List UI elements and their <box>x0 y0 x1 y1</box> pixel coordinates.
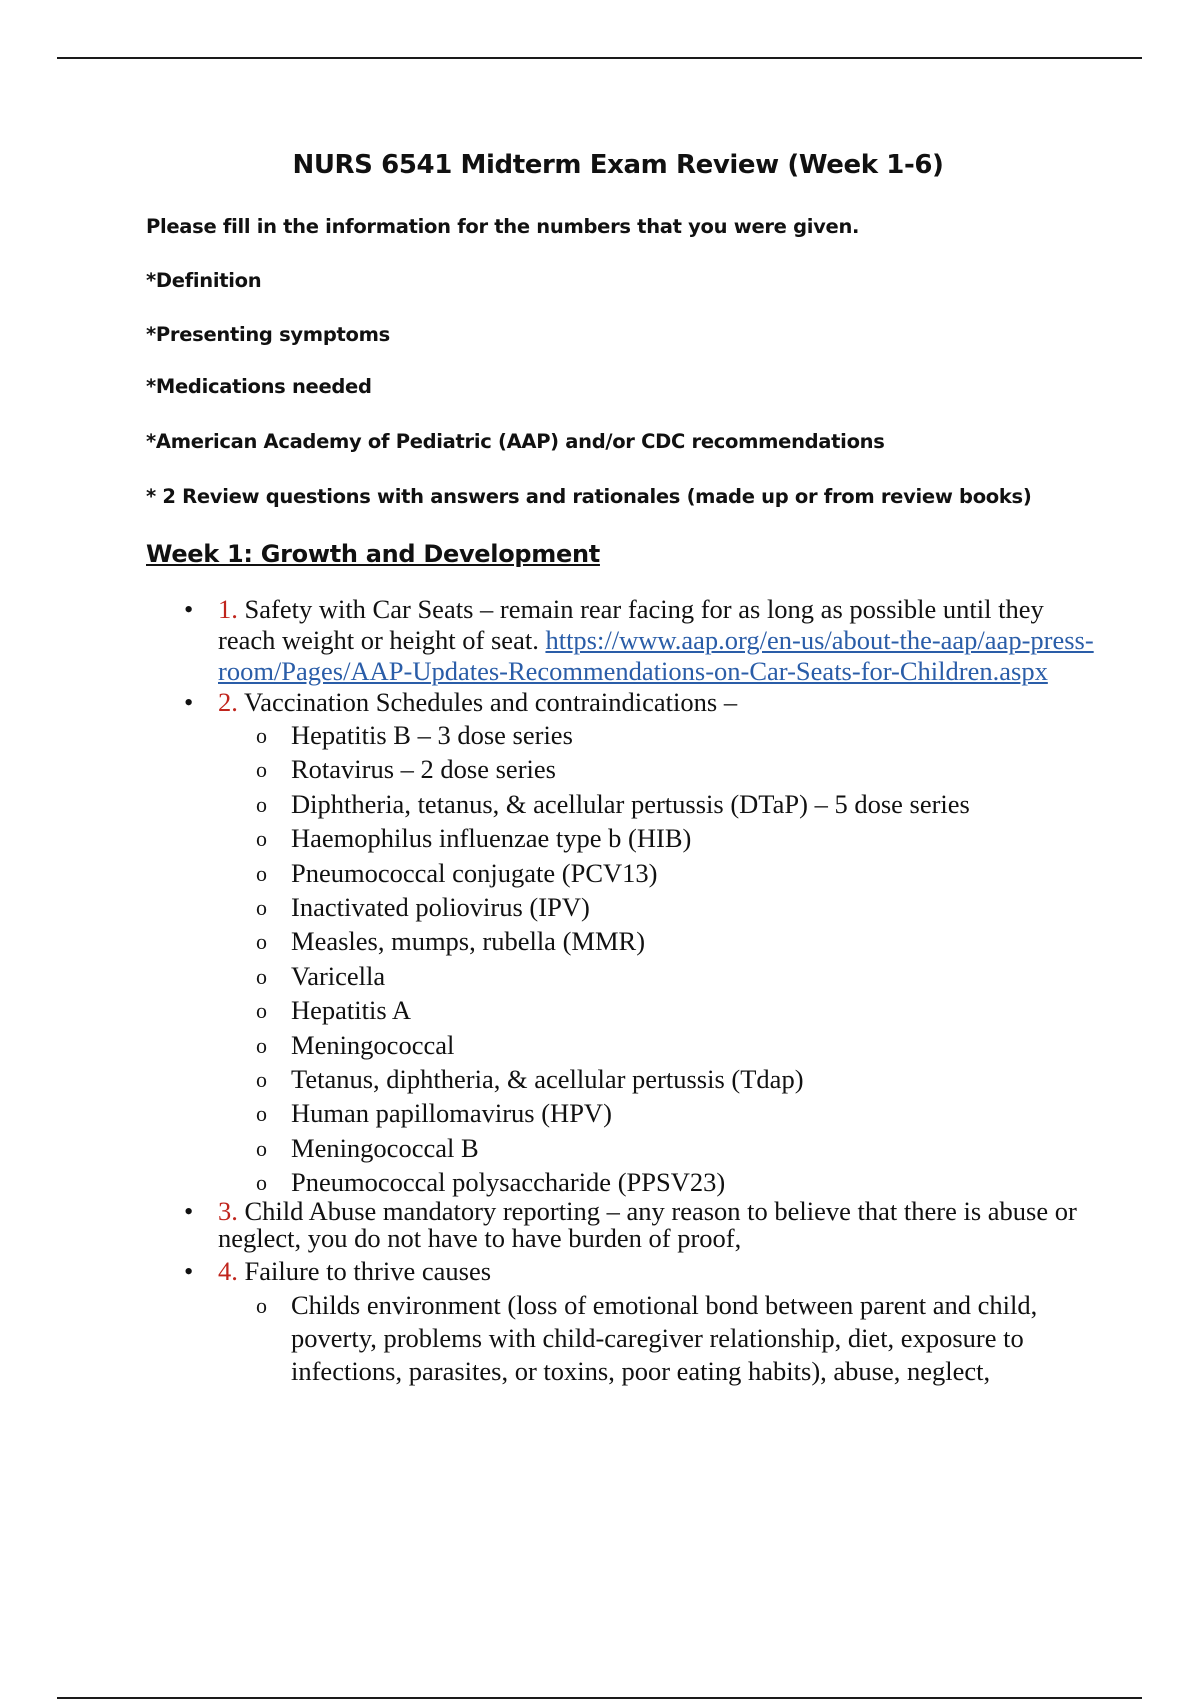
vaccine-text: Meningococcal B <box>291 1132 479 1163</box>
item-text: Child Abuse mandatory reporting – any reason to believe that there is abuse or neglect, you do not have to have burden of proof, <box>218 1196 1077 1254</box>
ftt-cause-item <box>218 1289 1096 1388</box>
list-item-car-seats <box>184 594 1096 687</box>
vaccine-item <box>218 995 1096 1026</box>
circle-bullet-icon: o <box>256 1293 267 1319</box>
circle-bullet-icon: o <box>256 1170 267 1196</box>
vaccine-item <box>218 1064 1096 1095</box>
circle-bullet-icon: o <box>256 1032 267 1058</box>
circle-bullet-icon: o <box>256 860 267 886</box>
vaccine-text: Hepatitis B – 3 dose series <box>291 720 573 750</box>
item-number: 3. <box>218 1196 238 1227</box>
vaccine-text: Rotavirus – 2 dose series <box>291 754 556 785</box>
vaccine-item <box>218 858 1096 889</box>
item-text: Safety with Car Seats – remain rear facing for as long as possible until they reach weight or height of seat. <box>218 594 1044 655</box>
vaccine-text: Pneumococcal polysaccharide (PPSV23) <box>291 1167 726 1198</box>
vaccine-item <box>218 720 1096 751</box>
vaccine-item <box>218 1133 1096 1164</box>
instruction-definition: *Definition <box>146 269 262 292</box>
vaccine-item <box>218 754 1096 785</box>
vaccine-text: Hepatitis A <box>291 995 411 1026</box>
vaccine-text: Varicella <box>291 960 386 991</box>
bullet-icon: • <box>184 1256 194 1287</box>
circle-bullet-icon: o <box>256 998 267 1024</box>
vaccine-text: Human papillomavirus (HPV) <box>291 1098 612 1129</box>
week-1-list <box>184 594 1096 1391</box>
vaccine-item <box>218 926 1096 957</box>
instruction-medications: *Medications needed <box>146 375 372 398</box>
item-text: Failure to thrive causes <box>244 1256 492 1287</box>
item-text: Vaccination Schedules and contraindications – <box>244 687 738 717</box>
instruction-main: Please fill in the information for the numbers that you were given. <box>146 215 860 238</box>
top-rule <box>57 57 1142 59</box>
vaccine-item <box>218 823 1096 854</box>
instruction-aap-cdc: *American Academy of Pediatric (AAP) and/or CDC recommendations <box>146 430 885 453</box>
circle-bullet-icon: o <box>256 757 267 783</box>
aap-car-seat-link[interactable]: https://www.aap.org/en-us/about-the-aap/aap-press-room/Pages/AAP-Updates-Recommendations-on-Car-Seats-for-Children.aspx <box>218 625 1094 686</box>
vaccine-text: Tetanus, diphtheria, & acellular pertussis (Tdap) <box>291 1063 804 1094</box>
item-number: 4. <box>218 1256 238 1287</box>
circle-bullet-icon: o <box>256 1066 267 1092</box>
ftt-cause-text: Childs environment (loss of emotional bond between parent and child, poverty, problems with child-caregiver relationship, diet, exposure to infections, parasites, or toxins, poor eating habits), abuse, neglect, <box>291 1290 1038 1387</box>
vaccine-item <box>218 892 1096 923</box>
circle-bullet-icon: o <box>256 929 267 955</box>
list-item-child-abuse <box>184 1198 1096 1252</box>
list-item-failure-to-thrive <box>184 1256 1096 1388</box>
instruction-review-questions: * 2 Review questions with answers and rationales (made up or from review books) <box>146 485 1032 508</box>
circle-bullet-icon: o <box>256 1135 267 1161</box>
vaccine-text: Haemophilus influenzae type b (HIB) <box>291 823 692 854</box>
vaccine-text: Pneumococcal conjugate (PCV13) <box>291 857 658 888</box>
vaccine-item <box>218 1098 1096 1129</box>
vaccine-item <box>218 961 1096 992</box>
ftt-cause-list <box>218 1289 1096 1388</box>
document-title: NURS 6541 Midterm Exam Review (Week 1-6) <box>292 150 944 180</box>
list-item-vaccination <box>184 687 1096 1198</box>
vaccine-text: Diphtheria, tetanus, & acellular pertussis (DTaP) – 5 dose series <box>291 788 970 819</box>
item-number: 2. <box>218 687 238 717</box>
circle-bullet-icon: o <box>256 894 267 920</box>
item-number: 1. <box>218 594 238 624</box>
bullet-icon: • <box>184 1196 194 1227</box>
vaccine-text: Measles, mumps, rubella (MMR) <box>291 926 646 957</box>
week-1-heading: Week 1: Growth and Development <box>146 540 600 568</box>
circle-bullet-icon: o <box>256 791 267 817</box>
bullet-icon: • <box>184 594 194 624</box>
vaccine-item <box>218 789 1096 820</box>
vaccine-list <box>218 720 1096 1198</box>
circle-bullet-icon: o <box>256 963 267 989</box>
vaccine-text: Inactivated poliovirus (IPV) <box>291 891 590 922</box>
bottom-rule <box>57 1697 1142 1699</box>
vaccine-item <box>218 1167 1096 1198</box>
vaccine-item <box>218 1030 1096 1061</box>
circle-bullet-icon: o <box>256 723 267 748</box>
circle-bullet-icon: o <box>256 826 267 852</box>
circle-bullet-icon: o <box>256 1101 267 1127</box>
vaccine-text: Meningococcal <box>291 1029 455 1060</box>
bullet-icon: • <box>184 687 194 717</box>
instruction-presenting-symptoms: *Presenting symptoms <box>146 323 390 346</box>
